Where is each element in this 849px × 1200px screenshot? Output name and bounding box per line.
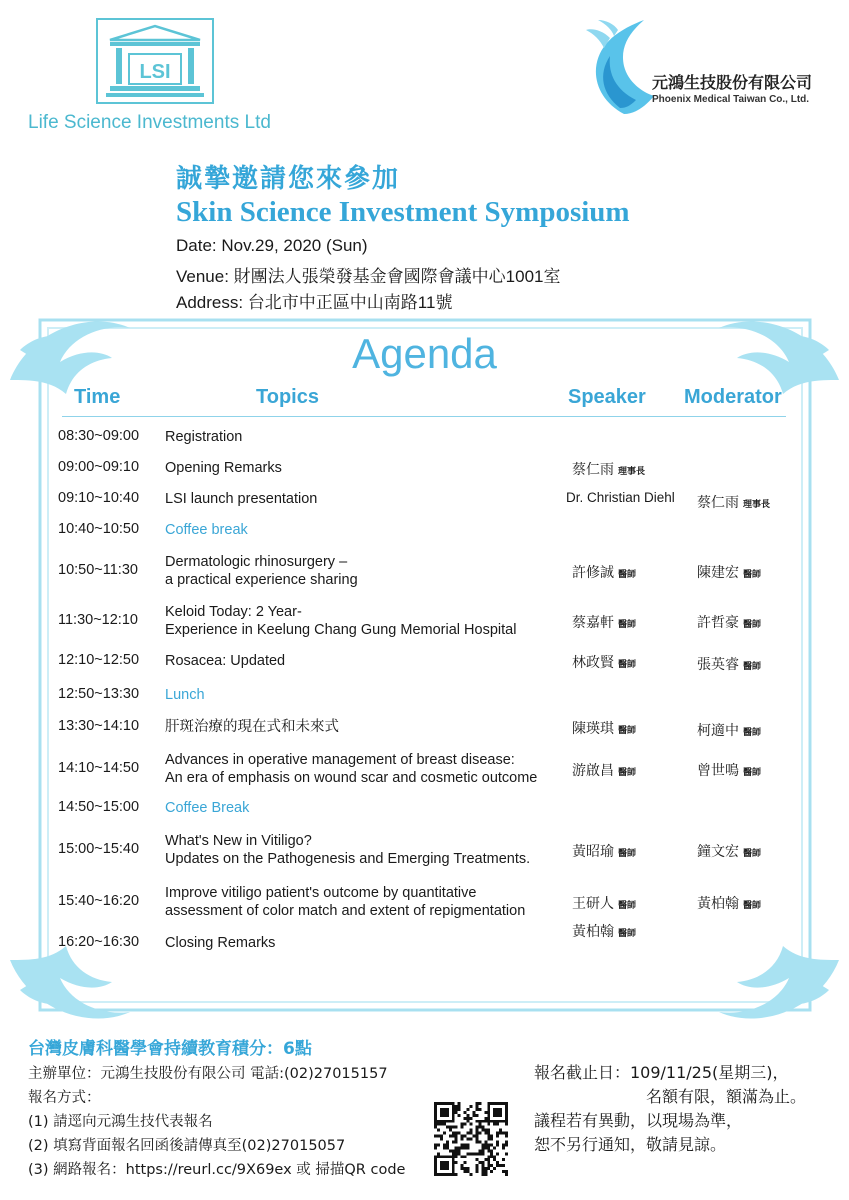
- moderator-title: 理事長: [743, 499, 771, 509]
- agenda-time: 09:00~09:10: [58, 459, 140, 475]
- speaker-name: 許修誠: [572, 564, 614, 580]
- header-divider: [62, 416, 786, 417]
- speaker-name: 林政賢: [572, 654, 614, 670]
- moderator-name: 鐘文宏: [697, 843, 739, 859]
- event-title: Skin Science Investment Symposium: [176, 196, 630, 228]
- speaker-title: 醫師: [618, 900, 637, 910]
- agenda-topic-line: Updates on the Pathogenesis and Emerging Treatments.: [165, 851, 531, 867]
- agenda-topic: [165, 832, 565, 868]
- moderator-name: 曾世鳴: [697, 762, 739, 778]
- speaker-name: 黃柏翰: [572, 923, 614, 939]
- speaker-title: 醫師: [618, 848, 637, 858]
- agenda-topic: [165, 490, 565, 508]
- agenda-speaker: [572, 459, 645, 479]
- agenda-time: 14:10~14:50: [58, 760, 140, 776]
- agenda-title: Agenda: [352, 330, 497, 377]
- host-info: 主辦單位：元鴻生技股份有限公司 電話:(02)27015157: [28, 1066, 388, 1082]
- column-header-speaker: Speaker: [568, 386, 646, 408]
- moderator-title: 醫師: [743, 727, 762, 737]
- limited-seats-note: 名額有限，額滿為止。: [646, 1087, 807, 1106]
- agenda-topic-line: Closing Remarks: [165, 935, 276, 951]
- agenda-moderator: [697, 760, 761, 780]
- agenda-topic-line: Registration: [165, 429, 243, 445]
- moderator-name: 陳建宏: [697, 564, 739, 580]
- agenda-time: 11:30~12:10: [58, 612, 138, 628]
- agenda-change-note-1: 議程若有異動，以現場為準，: [534, 1111, 743, 1130]
- agenda-speaker: [572, 841, 636, 861]
- registration-deadline: 報名截止日：109/11/25(星期三)，: [534, 1063, 789, 1082]
- column-header-moderator: Moderator: [684, 386, 782, 408]
- registration-title: 報名方式：: [28, 1090, 101, 1106]
- agenda-time: 15:40~16:20: [58, 893, 140, 909]
- speaker-name: 陳瑛琪: [572, 720, 614, 736]
- lsi-logo-text: LSI: [139, 61, 171, 83]
- phoenix-logo: [584, 18, 656, 116]
- moderator-title: 醫師: [743, 848, 762, 858]
- qr-code[interactable]: [434, 1102, 508, 1176]
- speaker-title: 醫師: [618, 659, 637, 669]
- agenda-moderator: [697, 612, 761, 632]
- agenda-speaker: [572, 652, 636, 672]
- event-address: Address: 台北市中正區中山南路11號: [176, 293, 453, 312]
- lsi-company-name: Life Science Investments Ltd: [28, 112, 271, 133]
- agenda-speaker: [572, 612, 636, 632]
- agenda-topic-line: a practical experience sharing: [165, 572, 358, 588]
- moderator-name: 柯適中: [697, 722, 739, 738]
- agenda-speaker: [572, 921, 636, 941]
- agenda-topic: [165, 884, 565, 920]
- agenda-topic-line: Improve vitiligo patient's outcome by quantitative: [165, 885, 477, 901]
- agenda-topic: [165, 718, 565, 736]
- column-header-time: Time: [74, 386, 121, 408]
- event-date: Date: Nov.29, 2020 (Sun): [176, 236, 368, 255]
- phoenix-company-chinese: 元鴻生技股份有限公司: [652, 73, 813, 92]
- moderator-title: 醫師: [743, 900, 762, 910]
- agenda-topic-line: Keloid Today: 2 Year-: [165, 604, 302, 620]
- registration-method-1: (1) 請逕向元鴻生技代表報名: [28, 1114, 213, 1130]
- agenda-topic-line: Coffee Break: [165, 800, 250, 816]
- agenda-topic: [165, 934, 565, 952]
- agenda-speaker: [572, 718, 636, 738]
- moderator-name: 許哲豪: [697, 614, 739, 630]
- speaker-title: 醫師: [618, 928, 637, 938]
- agenda-time: 14:50~15:00: [58, 799, 140, 815]
- agenda-time: 09:10~10:40: [58, 490, 140, 506]
- moderator-title: 醫師: [743, 767, 762, 777]
- agenda-topic: [165, 428, 565, 446]
- moderator-name: 蔡仁雨: [697, 494, 739, 510]
- agenda-time: 16:20~16:30: [58, 934, 140, 950]
- event-venue: Venue: 財團法人張榮發基金會國際會議中心1001室: [176, 267, 561, 286]
- moderator-title: 醫師: [743, 619, 762, 629]
- agenda-topic-line: LSI launch presentation: [165, 491, 318, 507]
- agenda-topic: [165, 603, 565, 639]
- agenda-topic-line: 肝斑治療的現在式和未來式: [165, 719, 339, 735]
- agenda-topic: [165, 652, 565, 670]
- agenda-time: 13:30~14:10: [58, 718, 140, 734]
- column-header-topics: Topics: [256, 386, 319, 408]
- agenda-speaker: [566, 490, 675, 505]
- agenda-topic-line: Dermatologic rhinosurgery –: [165, 554, 348, 570]
- agenda-moderator: [697, 562, 761, 582]
- agenda-moderator: [697, 893, 761, 913]
- agenda-moderator: [697, 720, 761, 740]
- agenda-topic: [165, 553, 565, 589]
- agenda-speaker: [572, 893, 636, 913]
- speaker-name: 王研人: [572, 895, 614, 911]
- speaker-name: 黃昭瑜: [572, 843, 614, 859]
- agenda-topic-line: Coffee break: [165, 522, 248, 538]
- agenda-topic: [165, 799, 565, 817]
- agenda-change-note-2: 恕不另行通知，敬請見諒。: [534, 1135, 727, 1154]
- moderator-name: 張英睿: [697, 656, 739, 672]
- agenda-speaker: [572, 562, 636, 582]
- agenda-topic-line: Opening Remarks: [165, 460, 282, 476]
- phoenix-company-english: Phoenix Medical Taiwan Co., Ltd.: [652, 94, 810, 105]
- registration-method-3: (3) 網路報名：https://reurl.cc/9X69ex 或 掃描QR code: [28, 1162, 406, 1178]
- agenda-moderator: [697, 841, 761, 861]
- agenda-topic-line: assessment of color match and extent of repigmentation: [165, 903, 526, 919]
- agenda-time: 08:30~09:00: [58, 428, 140, 444]
- agenda-topic: [165, 521, 565, 539]
- agenda-time: 15:00~15:40: [58, 841, 140, 857]
- speaker-title: 醫師: [618, 767, 637, 777]
- speaker-name: 蔡仁雨: [572, 461, 614, 477]
- speaker-name: 游啟昌: [572, 762, 614, 778]
- agenda-topic-line: What's New in Vitiligo?: [165, 833, 312, 849]
- agenda-speaker: [572, 760, 636, 780]
- speaker-title: 理事長: [618, 466, 646, 476]
- agenda-topic: [165, 686, 565, 704]
- agenda-time: 12:50~13:30: [58, 686, 140, 702]
- agenda-topic-line: Experience in Keelung Chang Gung Memorial Hospital: [165, 622, 517, 638]
- agenda-time: 10:40~10:50: [58, 521, 140, 537]
- cme-credits: 台灣皮膚科醫學會持續教育積分：6點: [28, 1039, 312, 1059]
- agenda-topic: [165, 751, 565, 787]
- speaker-title: 醫師: [618, 569, 637, 579]
- agenda-moderator: [697, 654, 761, 674]
- registration-method-2: (2) 填寫背面報名回函後請傳真至(02)27015057: [28, 1138, 346, 1154]
- agenda-topic-line: Rosacea: Updated: [165, 653, 286, 669]
- agenda-time: 10:50~11:30: [58, 562, 138, 578]
- agenda-moderator: [697, 492, 770, 512]
- speaker-title: 醫師: [618, 725, 637, 735]
- lsi-logo: [96, 18, 214, 104]
- moderator-title: 醫師: [743, 569, 762, 579]
- moderator-title: 醫師: [743, 661, 762, 671]
- moderator-name: 黃柏翰: [697, 895, 739, 911]
- speaker-name: Dr. Christian Diehl: [566, 490, 675, 505]
- invitation-text: 誠摯邀請您來參加: [176, 164, 401, 194]
- speaker-title: 醫師: [618, 619, 637, 629]
- agenda-topic: [165, 459, 565, 477]
- agenda-topic-line: Lunch: [165, 687, 205, 703]
- agenda-topic-line: An era of emphasis on wound scar and cosmetic outcome: [165, 770, 538, 786]
- speaker-name: 蔡嘉軒: [572, 614, 614, 630]
- agenda-topic-line: Advances in operative management of breast disease:: [165, 752, 515, 768]
- agenda-time: 12:10~12:50: [58, 652, 140, 668]
